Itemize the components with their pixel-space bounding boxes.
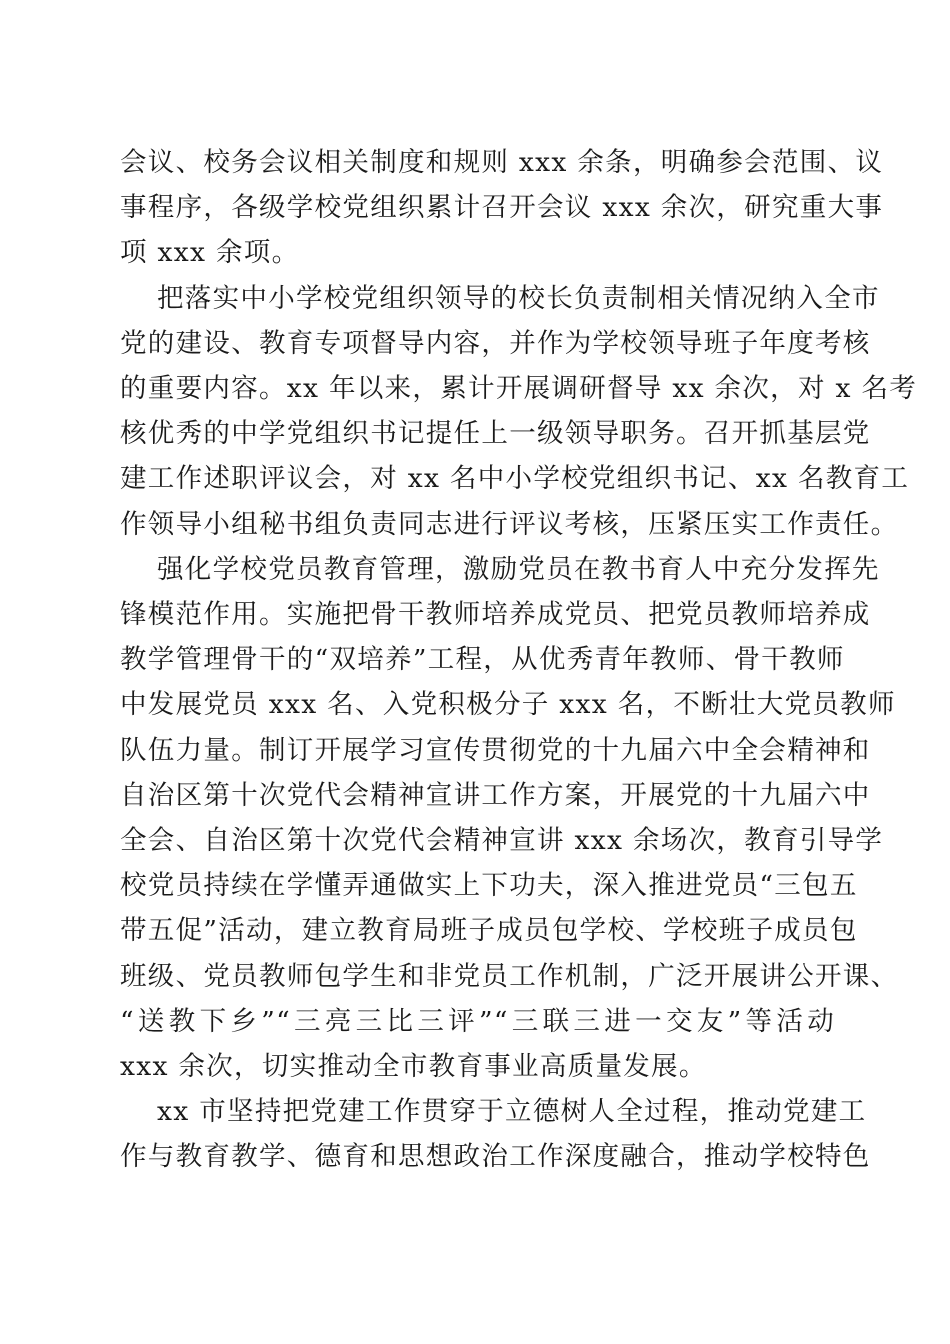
paragraph-2 <box>120 276 918 547</box>
paragraph-1-line-2: 事程序，各级学校党组织累计召开会议 xxx 余次，研究重大事 <box>120 192 884 224</box>
paragraph-3-line-10: 班级、党员教师包学生和非党员工作机制，广泛开展讲公开课、 <box>120 960 899 992</box>
paragraph-4-line-2: 作与教育教学、德育和思想政治工作深度融合，推动学校特色 <box>120 1141 871 1173</box>
document-body <box>120 140 918 1180</box>
paragraph-1 <box>120 140 884 276</box>
paragraph-3-line-11: “送教下乡”“三亮三比三评”“三联三进一交友”等活动 <box>120 1005 835 1037</box>
paragraph-2-line-6: 作领导小组秘书组负责同志进行评议考核，压紧压实工作责任。 <box>120 508 899 540</box>
paragraph-2-line-2: 党的建设、教育专项督导内容，并作为学校领导班子年度考核 <box>120 327 871 359</box>
paragraph-2-line-5: 建工作述职评议会，对 xx 名中小学校党组织书记、xx 名教育工 <box>120 463 910 495</box>
paragraph-3-line-2: 锋模范作用。实施把骨干教师培养成党员、把党员教师培养成 <box>120 599 871 631</box>
paragraph-4-line-1: xx 市坚持把党建工作贯穿于立德树人全过程，推动党建工 <box>157 1096 867 1128</box>
paragraph-3-line-6: 自治区第十次党代会精神宣讲工作方案，开展党的十九届六中 <box>120 779 871 811</box>
paragraph-1-line-3: 项 xxx 余项。 <box>120 237 300 269</box>
paragraph-3-line-1: 强化学校党员教育管理，激励党员在教书育人中充分发挥先 <box>157 553 880 585</box>
paragraph-4 <box>120 1089 871 1179</box>
paragraph-3-line-3: 教学管理骨干的“双培养”工程，从优秀青年教师、骨干教师 <box>120 644 845 676</box>
paragraph-3-line-9: 带五促”活动，建立教育局班子成员包学校、学校班子成员包 <box>120 915 858 947</box>
paragraph-2-line-3: 的重要内容。xx 年以来，累计开展调研督导 xx 余次，对 x 名考 <box>120 373 918 405</box>
paragraph-3-line-5: 队伍力量。制订开展学习宣传贯彻党的十九届六中全会精神和 <box>120 734 871 766</box>
paragraph-3-line-7: 全会、自治区第十次党代会精神宣讲 xxx 余场次，教育引导学 <box>120 825 884 857</box>
paragraph-3-line-8: 校党员持续在学懂弄通做实上下功夫，深入推进党员“三包五 <box>120 870 858 902</box>
paragraph-1-line-1: 会议、校务会议相关制度和规则 xxx 余条，明确参会范围、议 <box>120 147 884 178</box>
paragraph-3-line-12: xxx 余次，切实推动全市教育事业高质量发展。 <box>120 1051 707 1083</box>
paragraph-3-line-4: 中发展党员 xxx 名、入党积极分子 xxx 名，不断壮大党员教师 <box>120 689 896 721</box>
paragraph-3 <box>120 547 899 1089</box>
paragraph-2-line-4: 核优秀的中学党组织书记提任上一级领导职务。召开抓基层党 <box>120 418 871 450</box>
paragraph-2-line-1: 把落实中小学校党组织领导的校长负责制相关情况纳入全市 <box>157 282 880 314</box>
